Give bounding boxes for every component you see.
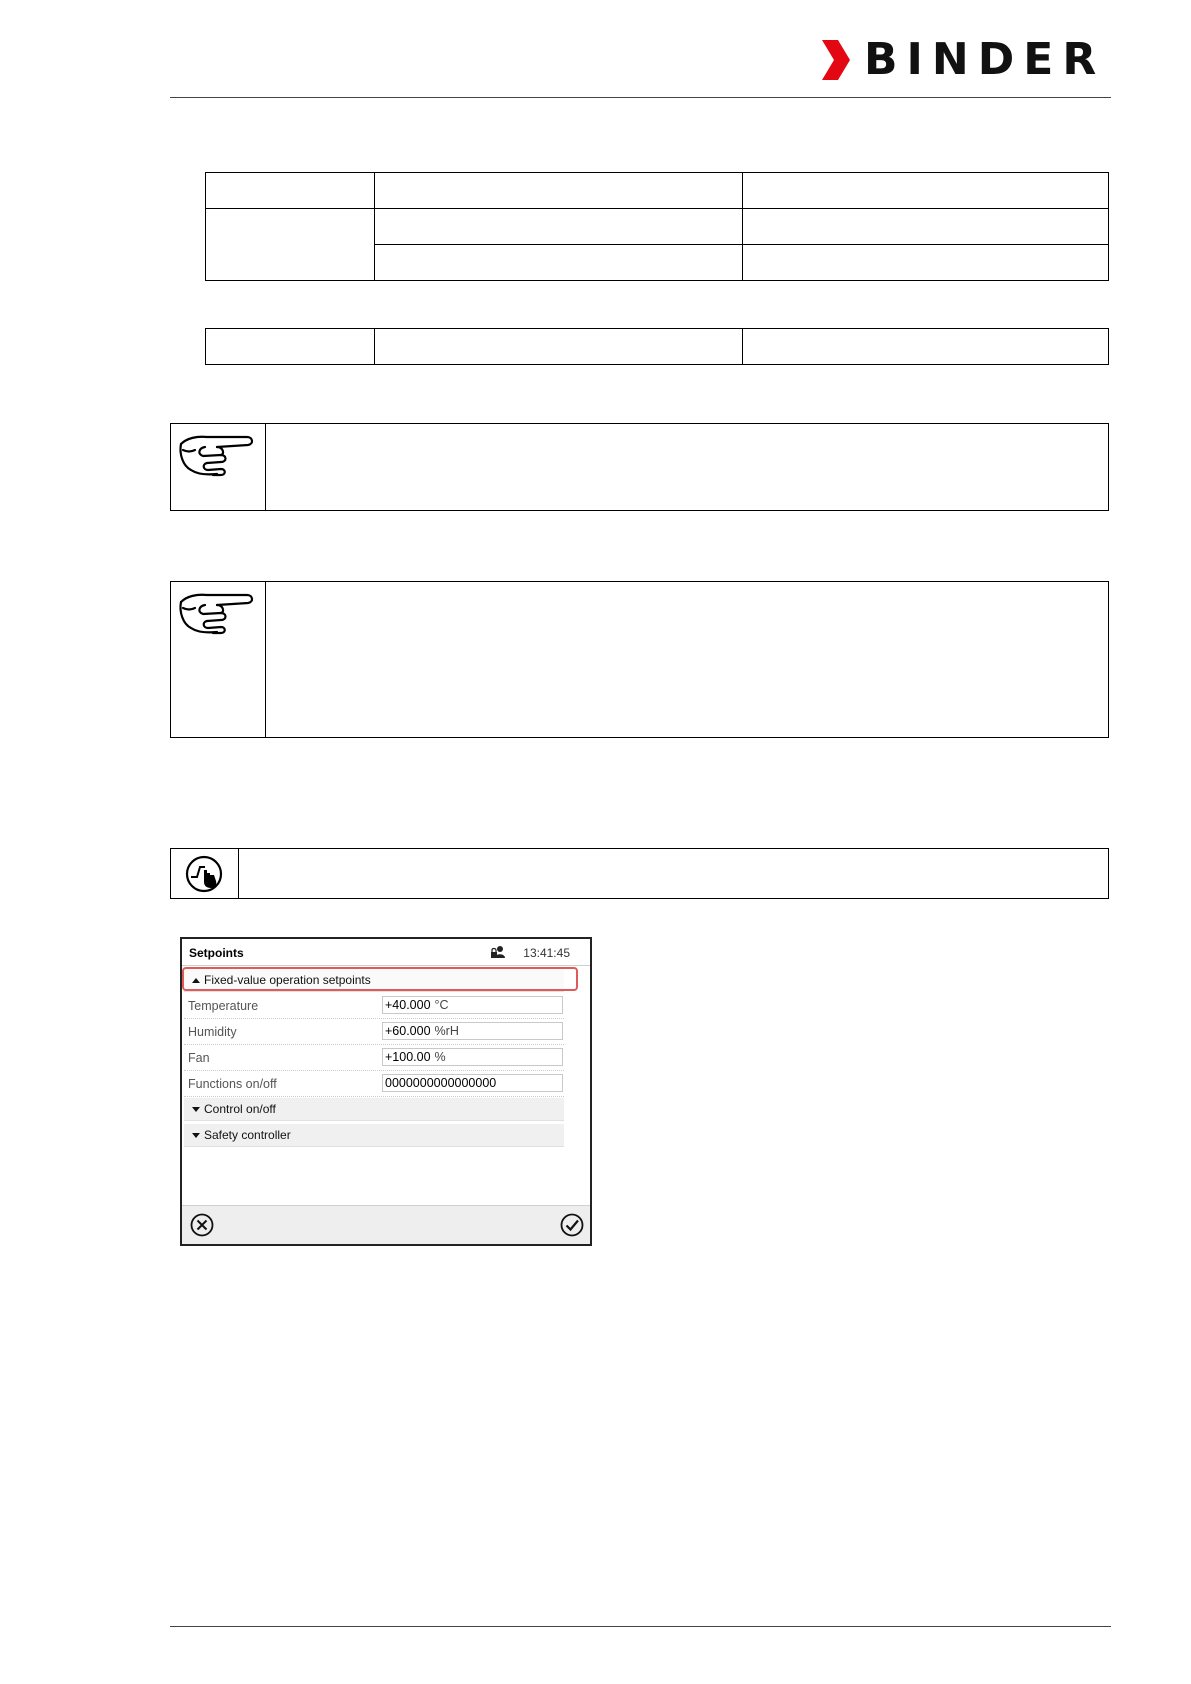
table-row: [206, 209, 1109, 245]
touch-setpoint-icon: [183, 855, 225, 893]
screen-title: Setpoints: [189, 946, 244, 960]
setpoint-row-fan: [184, 1045, 564, 1071]
chevron-down-icon: [192, 1107, 200, 1112]
header-rule: [170, 97, 1111, 98]
setpoint-unit: °C: [434, 998, 449, 1012]
temperature-input[interactable]: [382, 996, 563, 1014]
table-1: [205, 172, 1109, 281]
table-cell: [206, 329, 375, 365]
functions-input[interactable]: [382, 1074, 563, 1092]
table-cell: [375, 329, 743, 365]
highlight-frame: [182, 967, 578, 991]
note-box-1: [170, 423, 1109, 511]
table-cell: [743, 329, 1109, 365]
setpoint-value: +100.00: [385, 1050, 431, 1064]
footer-rule: [170, 1626, 1111, 1627]
setpoint-row-functions: [184, 1071, 564, 1097]
table-cell: [743, 245, 1109, 281]
table-cell: [206, 209, 375, 281]
instruction-icon-cell: [171, 849, 239, 898]
table-cell: [206, 173, 375, 209]
screen-clock: 13:41:45: [523, 946, 570, 960]
confirm-icon[interactable]: [560, 1213, 584, 1237]
instruction-box: [170, 848, 1109, 899]
setpoint-label: Temperature: [188, 999, 259, 1013]
note-icon-cell: [171, 424, 266, 510]
setpoint-value: +60.000: [385, 1024, 431, 1038]
pointing-hand-icon: [177, 430, 257, 480]
table-row: [206, 173, 1109, 209]
setpoint-label: Fan: [188, 1051, 210, 1065]
screen-titlebar: [182, 939, 590, 966]
setpoint-value: +40.000: [385, 998, 431, 1012]
table-row: [206, 329, 1109, 365]
table-cell: [375, 173, 743, 209]
note-text: [266, 582, 1108, 737]
brand-name: BINDER: [864, 34, 1106, 85]
setpoint-unit: %rH: [434, 1024, 459, 1038]
setpoint-row-humidity: [184, 1019, 564, 1045]
note-text: [266, 424, 1108, 510]
note-icon-cell: [171, 582, 266, 737]
binder-logo: [822, 34, 1112, 85]
section-safety-controller[interactable]: [184, 1124, 564, 1147]
humidity-input[interactable]: [382, 1022, 563, 1040]
table-cell: [375, 245, 743, 281]
table-cell: [743, 209, 1109, 245]
screen-footer: [182, 1205, 590, 1244]
section-fixed-value-label: Fixed-value operation setpoints: [204, 973, 371, 987]
table-cell: [375, 209, 743, 245]
section-control-onoff[interactable]: [184, 1098, 564, 1121]
setpoint-label: Humidity: [188, 1025, 237, 1039]
chevron-down-icon: [192, 1133, 200, 1138]
setpoint-value: 0000000000000000: [385, 1076, 497, 1090]
fan-input[interactable]: [382, 1048, 563, 1066]
table-cell: [743, 173, 1109, 209]
controller-screen: [180, 937, 592, 1246]
lock-user-icon: [490, 945, 506, 959]
section-control-label: Control on/off: [204, 1102, 276, 1116]
setpoint-label: Functions on/off: [188, 1077, 277, 1091]
instruction-text: [239, 849, 1108, 898]
table-2: [205, 328, 1109, 365]
section-safety-label: Safety controller: [204, 1128, 291, 1142]
setpoint-row-temperature: [184, 993, 564, 1019]
setpoint-unit: %: [434, 1050, 446, 1064]
binder-logo-mark-icon: [822, 40, 858, 80]
note-box-2: [170, 581, 1109, 738]
cancel-icon[interactable]: [190, 1213, 214, 1237]
pointing-hand-icon: [177, 588, 257, 638]
